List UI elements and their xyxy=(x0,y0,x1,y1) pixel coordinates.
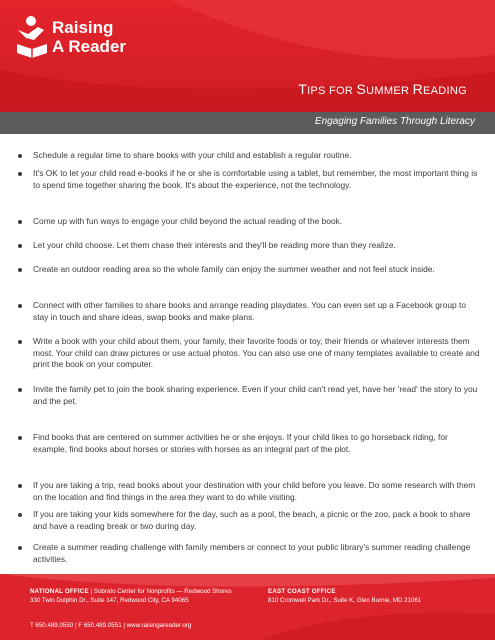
tip-item: Write a book with your child about them, your family, their favorite foods or toy, their friends or whatever interests them most. Your child can draw pictures or use actual photos. You can also use one of many templates available to create and print the book on your computer. xyxy=(18,336,483,371)
bullet-icon xyxy=(18,154,22,158)
tip-item: Create a summer reading challenge with family members or connect to your public library's summer reading challenge activities. xyxy=(18,542,483,565)
brand-line-2: A Reader xyxy=(52,37,127,56)
page-title: TIPS FOR SUMMER READING xyxy=(298,81,467,97)
tip-item: Create an outdoor reading area so the whole family can enjoy the summer weather and not feel stuck inside. xyxy=(18,264,483,276)
bullet-icon xyxy=(18,546,22,550)
contact-info[interactable]: T 650.489.0550 | F 650.489.0551 | www.raisingareader.org xyxy=(30,622,192,629)
footer-swoosh-decoration xyxy=(0,574,495,640)
east-coast-office xyxy=(268,588,421,605)
tip-item: Find books that are centered on summer activities he or she enjoys. If your child likes to go horseback riding, for example, find books about horses or stories with horses as an integral part of the plot. xyxy=(18,432,483,455)
bullet-icon xyxy=(18,244,22,248)
bullet-icon xyxy=(18,220,22,224)
national-office xyxy=(30,588,232,605)
national-office-address: 330 Twin Dolphin Dr., Suite 147, Redwood City, CA 94065 xyxy=(30,596,189,604)
tagline: Engaging Families Through Literacy xyxy=(314,116,475,127)
tip-item: Come up with fun ways to engage your child beyond the actual reading of the book. xyxy=(18,216,483,228)
tip-item: If you are taking your kids somewhere for the day, such as a pool, the beach, a picnic or the zoo, pack a book to share and have a reading break or two during day. xyxy=(18,509,483,532)
page-footer xyxy=(0,574,495,640)
bullet-icon xyxy=(18,436,22,440)
raising-a-reader-logo[interactable] xyxy=(14,14,134,64)
tip-item: It's OK to let your child read e-books if he or she is comfortable using a tablet, but remember, the most important thing is to spend time together sharing the book. It's about the experience, not the technology. xyxy=(18,168,483,191)
page-header xyxy=(0,0,495,112)
bullet-icon xyxy=(18,172,22,176)
east-office-address: 810 Cromwell Park Dr., Suite K, Glen Burnie, MD 21061 xyxy=(268,596,422,604)
bullet-icon xyxy=(18,388,22,392)
tip-item: Connect with other families to share books and arrange reading playdates. You can even set up a Facebook group to stay in touch and share ideas, swap books and make plans. xyxy=(18,300,483,323)
bullet-icon xyxy=(18,268,22,272)
bullet-icon xyxy=(18,304,22,308)
tip-item: If you are taking a trip, read books about your destination with your child before you leave. Do some research with them on the location and find things in the area they want to do while visiting. xyxy=(18,480,483,503)
national-office-name: | Sobrato Center for Nonprofits — Redwood Shores xyxy=(88,588,232,595)
brand-line-1: Raising xyxy=(52,18,114,37)
bullet-icon xyxy=(18,484,22,488)
east-office-label: EAST COAST OFFICE xyxy=(268,588,336,595)
bullet-icon xyxy=(18,513,22,517)
tip-item: Invite the family pet to join the book sharing experience. Even if your child can't read yet, have her 'read' the story to you and the pet. xyxy=(18,384,483,407)
tagline-bar xyxy=(0,112,495,134)
national-office-label: NATIONAL OFFICE xyxy=(30,588,89,595)
tip-item: Schedule a regular time to share books with your child and establish a regular routine. xyxy=(18,150,483,162)
tip-item: Let your child choose. Let them chase their interests and they'll be reading more than they realize. xyxy=(18,240,483,252)
bullet-icon xyxy=(18,340,22,344)
reader-figure-icon xyxy=(14,14,50,58)
